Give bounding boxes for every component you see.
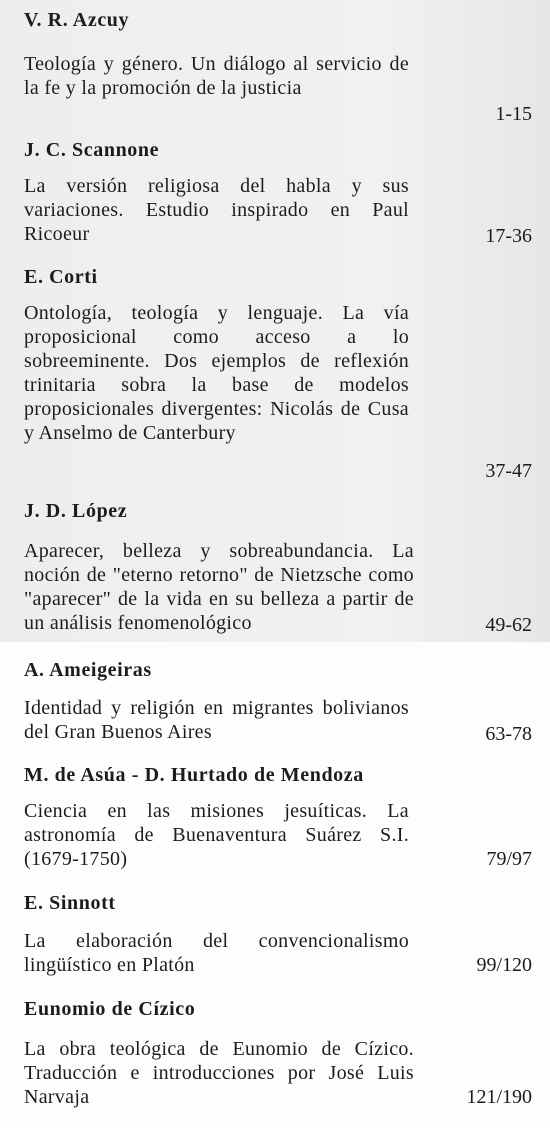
- entry-pages: 63-78: [485, 723, 532, 745]
- entry-pages: 17-36: [485, 225, 532, 247]
- entry-author: V. R. Azcuy: [24, 9, 130, 31]
- entry-author: J. D. López: [24, 500, 128, 522]
- entry-pages: 37-47: [485, 460, 532, 482]
- entry-pages: 121/190: [466, 1086, 532, 1108]
- entry-title: Teología y género. Un diálogo al servicio de la fe y la promoción de la justicia: [24, 53, 409, 99]
- entry-pages: 99/120: [476, 954, 532, 976]
- entry-author: A. Ameigeiras: [24, 659, 152, 681]
- toc-entry: [24, 499, 532, 641]
- entry-title: Aparecer, belleza y sobreabundancia. La noción de "eterno retorno" de Nietzsche como "aparecer" de la vida en su belleza a partir de un análisis fenomenológico: [24, 540, 414, 634]
- toc-entry: [24, 997, 532, 1109]
- entry-author: E. Corti: [24, 266, 98, 288]
- entry-pages: 49-62: [485, 614, 532, 636]
- toc-entry: [24, 8, 532, 126]
- entry-title: La versión religiosa del habla y sus variaciones. Estudio inspirado en Paul Ricoeur: [24, 175, 409, 245]
- toc-entry: [24, 763, 532, 873]
- entry-author: J. C. Scannone: [24, 139, 160, 161]
- entry-title: Identidad y religión en migrantes bolivianos del Gran Buenos Aires: [24, 697, 409, 743]
- entry-author: Eunomio de Cízico: [24, 998, 196, 1020]
- toc-entry: [24, 891, 532, 977]
- toc-entry: [24, 658, 532, 750]
- entry-author: M. de Asúa - D. Hurtado de Mendoza: [24, 764, 364, 786]
- entry-pages: 79/97: [486, 848, 532, 870]
- entry-title: La elaboración del convencionalismo lingüístico en Platón: [24, 930, 409, 976]
- toc-entry: [24, 138, 532, 256]
- entry-pages: 1-15: [495, 103, 532, 125]
- entry-title: Ontología, teología y lenguaje. La vía proposicional como acceso a lo sobreeminente. Dos ejemplos de reflexión trinitaria sobra la base de modelos proposicionales divergentes: Nicolás de Cusa y Anselmo de Canterbury: [24, 302, 409, 444]
- entry-title: Ciencia en las misiones jesuíticas. La astronomía de Buenaventura Suárez S.I. (1679-1750): [24, 800, 409, 870]
- entry-author: E. Sinnott: [24, 892, 116, 914]
- toc-entry: [24, 265, 532, 487]
- entry-title: La obra teológica de Eunomio de Cízico. Traducción e introducciones por José Luis Narvaja: [24, 1038, 414, 1108]
